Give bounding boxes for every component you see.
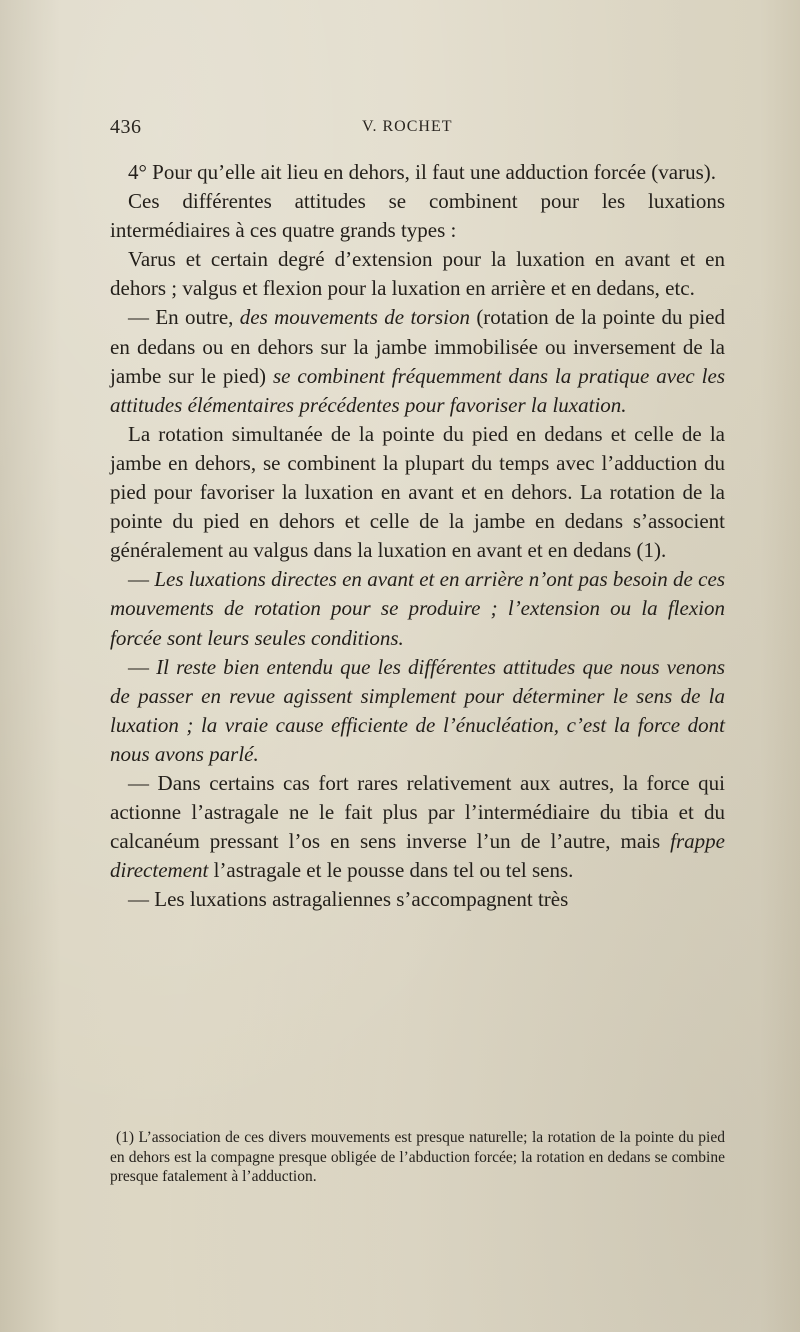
italic-text: frappe directement	[110, 829, 725, 883]
text-segment: (rotation de la pointe du pied en dedans ou en dehors sur la jambe immobilisée ou inversement de la jambe sur le pied)	[110, 305, 725, 388]
text-segment: l’astragale et le pousse dans tel ou tel sens.	[208, 858, 574, 883]
page-header	[110, 116, 710, 146]
text-segment: — Dans certains cas fort rares relativement aux autres, la force qui actionne l’astragale ne le fait plus par l’intermédiaire du tibia et du calcanéum pressant l’os en sens inverse l’un de l’autre, mais	[110, 770, 725, 854]
italic-text: des mouvements de torsion	[239, 305, 470, 330]
paragraph	[110, 565, 725, 652]
text-segment: 4° Pour qu’elle ait lieu en dehors, il faut une adduction forcée (varus).	[128, 160, 717, 184]
text-segment: Varus et certain degré d’extension pour la luxation en avant et en dehors ; valgus et flexion pour la luxation en arrière et en dedans, etc.	[110, 247, 725, 301]
body-text	[110, 158, 725, 914]
footnote	[110, 1128, 725, 1187]
paragraph	[110, 653, 725, 769]
italic-text: Il reste bien entendu que les différentes attitudes que nous venons de passer en revue agissent simplement pour déterminer le sens de la luxation ; la vraie cause efficiente de l’énucléation, c’est la force dont nous avons parlé.	[110, 654, 725, 766]
italic-text: Les luxations directes en avant et en arrière n’ont pas besoin de ces mouvements de rotation pour se produire ; l’extension ou la flexion forcée sont leurs seules conditions.	[110, 567, 725, 650]
running-head: V. ROCHET	[362, 118, 453, 135]
paragraph	[110, 187, 725, 245]
paragraph	[110, 158, 725, 187]
paragraph	[110, 245, 725, 303]
italic-text: se combinent fréquemment dans la pratique avec les attitudes élémentaires précédentes pour favoriser la luxation.	[110, 363, 725, 417]
paragraph	[110, 420, 725, 565]
text-segment: — En outre,	[128, 305, 240, 330]
text-segment: Ces différentes attitudes se combinent pour les luxations intermédiaires à ces quatre grands types :	[110, 189, 725, 243]
paragraph	[110, 303, 725, 419]
paragraph	[110, 769, 725, 885]
footnote-text: (1) L’association de ces divers mouvements est presque naturelle; la rotation de la pointe du pied en dehors est la compagne presque obligée de l’abduction forcée; la rotation en dedans se combine presque fatalement à l’adduction.	[110, 1129, 725, 1185]
text-segment: — Les luxations astragaliennes s’accompagnent très	[128, 887, 569, 912]
text-segment: La rotation simultanée de la pointe du pied en dedans et celle de la jambe en dehors, se combinent la plupart du temps avec l’adduction du pied pour favoriser la luxation en avant et en dehors. La rotation de la pointe du pied en dehors et celle de la jambe en dedans s’associent généralement au valgus dans la luxation en avant et en dedans (1).	[110, 421, 725, 563]
text-segment: —	[128, 567, 155, 592]
text-segment: —	[128, 654, 157, 679]
page-number: 436	[110, 116, 142, 138]
paragraph	[110, 885, 725, 914]
